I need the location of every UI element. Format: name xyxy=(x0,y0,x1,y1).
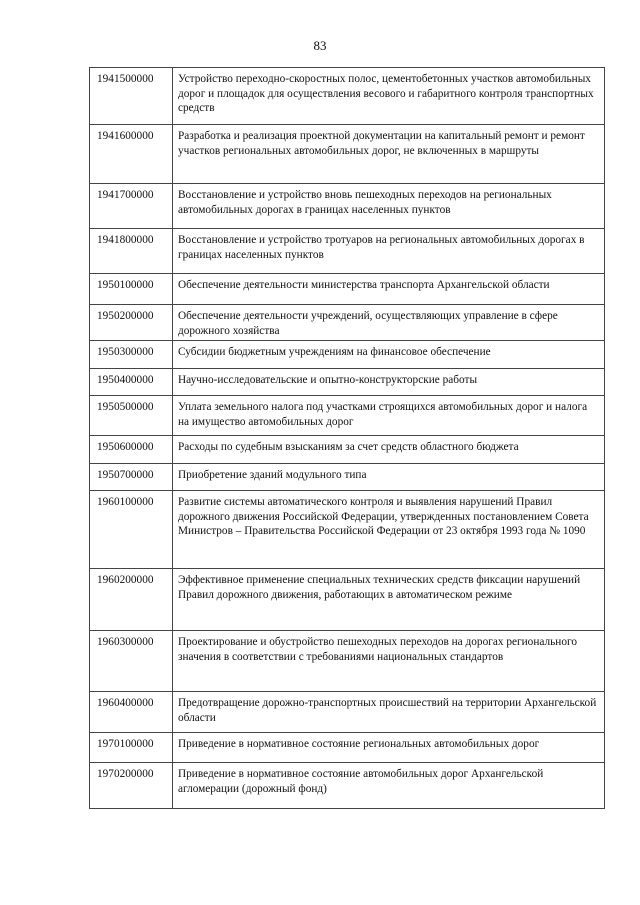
code-cell: 1950100000 xyxy=(90,274,173,305)
description-cell: Разработка и реализация проектной документации на капитальный ремонт и ремонт участков региональных автомобильных дорог, не включенных в маршруты xyxy=(173,125,605,184)
description-cell: Проектирование и обустройство пешеходных переходов на дорогах регионального значения в соответствии с требованиями национальных стандартов xyxy=(173,631,605,692)
code-cell: 1950500000 xyxy=(90,396,173,436)
description-cell: Расходы по судебным взысканиям за счет средств областного бюджета xyxy=(173,436,605,464)
description-cell: Приведение в нормативное состояние автомобильных дорог Архангельской агломерации (дорожный фонд) xyxy=(173,763,605,809)
table-row xyxy=(90,569,605,631)
description-cell: Развитие системы автоматического контроля и выявления нарушений Правил дорожного движения Российской Федерации, утвержденных постановлением Совета Министров – Правительства Российской Федерации от 23 октября 1993 года № 1090 xyxy=(173,491,605,569)
table-row xyxy=(90,274,605,305)
code-cell: 1950700000 xyxy=(90,464,173,491)
code-cell: 1970200000 xyxy=(90,763,173,809)
code-cell: 1960400000 xyxy=(90,692,173,733)
table-row xyxy=(90,464,605,491)
code-cell: 1960200000 xyxy=(90,569,173,631)
table-row xyxy=(90,68,605,125)
description-cell: Восстановление и устройство тротуаров на региональных автомобильных дорогах в границах населенных пунктов xyxy=(173,229,605,274)
code-cell: 1950600000 xyxy=(90,436,173,464)
description-cell: Субсидии бюджетным учреждениям на финансовое обеспечение xyxy=(173,341,605,369)
table-row xyxy=(90,631,605,692)
table-row xyxy=(90,229,605,274)
table-row xyxy=(90,692,605,733)
description-cell: Уплата земельного налога под участками строящихся автомобильных дорог и налога на имущество автомобильных дорог xyxy=(173,396,605,436)
code-cell: 1941600000 xyxy=(90,125,173,184)
code-cell: 1941700000 xyxy=(90,184,173,229)
code-cell: 1960100000 xyxy=(90,491,173,569)
code-cell: 1960300000 xyxy=(90,631,173,692)
description-cell: Восстановление и устройство вновь пешеходных переходов на региональных автомобильных дорогах в границах населенных пунктов xyxy=(173,184,605,229)
code-cell: 1970100000 xyxy=(90,733,173,763)
description-cell: Обеспечение деятельности учреждений, осуществляющих управление в сфере дорожного хозяйства xyxy=(173,305,605,341)
description-cell: Предотвращение дорожно-транспортных происшествий на территории Архангельской области xyxy=(173,692,605,733)
table-row xyxy=(90,184,605,229)
page-number: 83 xyxy=(313,38,327,53)
table-row xyxy=(90,436,605,464)
code-cell: 1941800000 xyxy=(90,229,173,274)
code-cell: 1950400000 xyxy=(90,369,173,396)
description-cell: Приобретение зданий модульного типа xyxy=(173,464,605,491)
table-row xyxy=(90,369,605,396)
table-row xyxy=(90,491,605,569)
budget-code-table xyxy=(89,67,605,809)
code-cell: 1950300000 xyxy=(90,341,173,369)
description-cell: Приведение в нормативное состояние региональных автомобильных дорог xyxy=(173,733,605,763)
description-cell: Обеспечение деятельности министерства транспорта Архангельской области xyxy=(173,274,605,305)
table-row xyxy=(90,396,605,436)
description-cell: Устройство переходно-скоростных полос, цементобетонных участков автомобильных дорог и площадок для осуществления весового и габаритного контроля транспортных средств xyxy=(173,68,605,125)
code-cell: 1941500000 xyxy=(90,68,173,125)
table-row xyxy=(90,733,605,763)
table-row xyxy=(90,305,605,341)
table-row xyxy=(90,341,605,369)
description-cell: Научно-исследовательские и опытно-конструкторские работы xyxy=(173,369,605,396)
table-row xyxy=(90,125,605,184)
description-cell: Эффективное применение специальных технических средств фиксации нарушений Правил дорожного движения, работающих в автоматическом режиме xyxy=(173,569,605,631)
code-cell: 1950200000 xyxy=(90,305,173,341)
table-row xyxy=(90,763,605,809)
